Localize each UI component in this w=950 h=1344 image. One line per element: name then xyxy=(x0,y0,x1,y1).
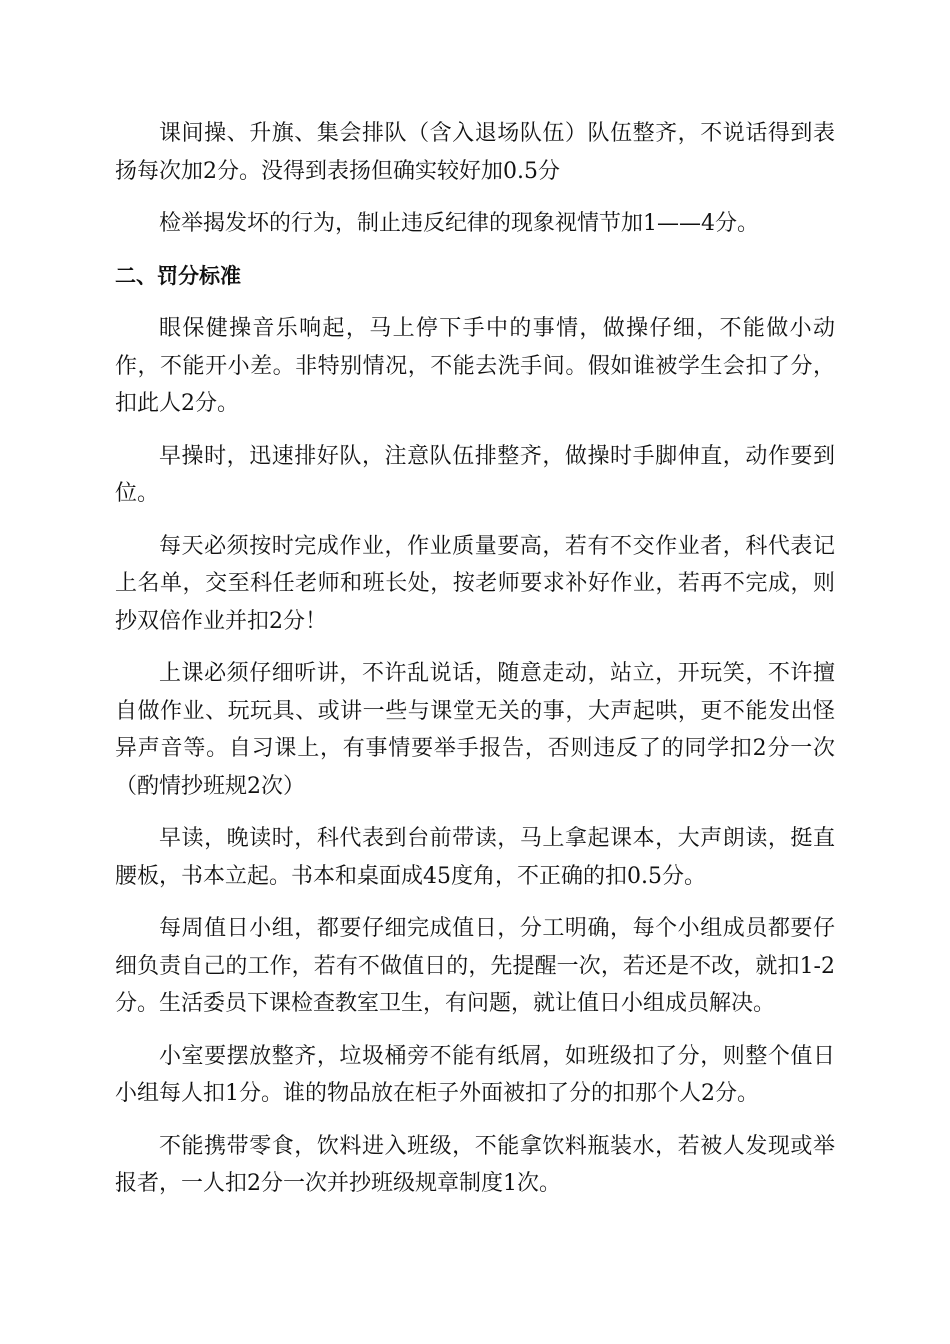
paragraph-morning-exercise: 早操时，迅速排好队，注意队伍排整齐，做操时手脚伸直，动作要到位。 xyxy=(115,443,835,506)
section-heading-penalty-standards: 二、罚分标准 xyxy=(115,263,241,288)
paragraph-assembly-bonus: 课间操、升旗、集会排队（含入退场队伍）队伍整齐，不说话得到表扬每次加2分。没得到表扬但确实较好加0.5分 xyxy=(115,121,835,184)
paragraph-morning-reading: 早读，晚读时，科代表到台前带读，马上拿起课本，大声朗读，挺直腰板，书本立起。书本和桌面成45度角，不正确的扣0.5分。 xyxy=(115,826,835,889)
document-body xyxy=(115,115,835,1218)
paragraph-duty-group: 每周值日小组，都要仔细完成值日，分工明确，每个小组成员都要仔细负责自己的工作，若有不做值日的，先提醒一次，若还是不改，就扣1-2分。生活委员下课检查教室卫生，有问题，就让值日小组成员解决。 xyxy=(115,916,835,1016)
paragraph-room-tidiness: 小室要摆放整齐，垃圾桶旁不能有纸屑，如班级扣了分，则整个值日小组每人扣1分。谁的物品放在柜子外面被扣了分的扣那个人2分。 xyxy=(115,1043,835,1106)
paragraph-snacks-drinks: 不能携带零食，饮料进入班级，不能拿饮料瓶装水，若被人发现或举报者，一人扣2分一次并抄班级规章制度1次。 xyxy=(115,1133,835,1196)
paragraph-report-bonus: 检举揭发坏的行为，制止违反纪律的现象视情节加1——4分。 xyxy=(159,211,759,236)
paragraph-class-discipline: 上课必须仔细听讲，不许乱说话，随意走动，站立，开玩笑，不许擅自做作业、玩玩具、或讲一些与课堂无关的事，大声起哄，更不能发出怪异声音等。自习课上，有事情要举手报告，否则违反了的同学扣2分一次（酌情抄班规2次） xyxy=(115,661,835,799)
paragraph-eye-exercise: 眼保健操音乐响起，马上停下手中的事情，做操仔细，不能做小动作，不能开小差。非特别情况，不能去洗手间。假如谁被学生会扣了分，扣此人2分。 xyxy=(115,316,835,416)
paragraph-homework: 每天必须按时完成作业，作业质量要高，若有不交作业者，科代表记上名单，交至科任老师和班长处，按老师要求补好作业，若再不完成，则抄双倍作业并扣2分！ xyxy=(115,533,835,634)
